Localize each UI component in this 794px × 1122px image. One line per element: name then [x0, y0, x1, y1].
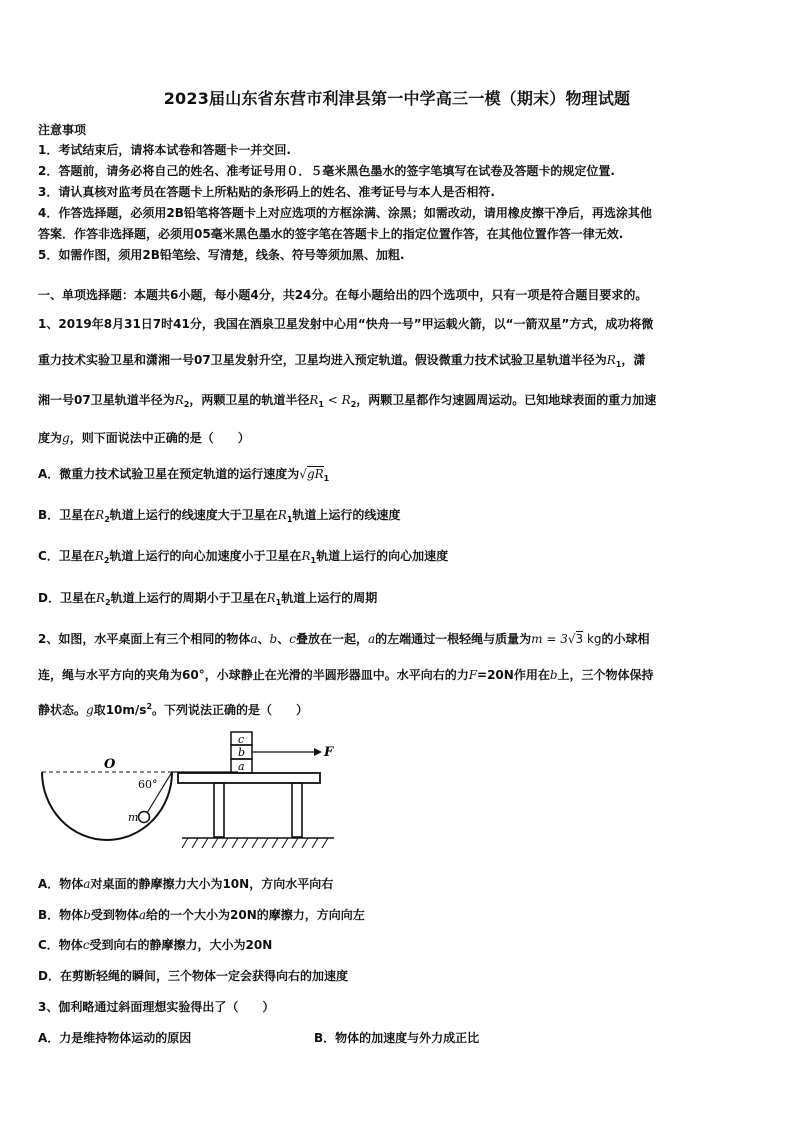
q2-stem-line-2: 连，绳与水平方向的夹角为60°，小球静止在光滑的半圆形器皿中。水平向右的力F=20N作用在b上，三个物体保持 — [38, 668, 654, 682]
q2-option-d: D．在剪断轻绳的瞬间，三个物体一定会获得向右的加速度 — [38, 969, 348, 983]
q2-option-b: B．物体b受到物体a给的一个大小为20N的摩擦力，方向向左 — [38, 908, 365, 922]
label-m: m — [128, 811, 139, 824]
q3-option-a: A．力是维持物体运动的原因 — [38, 1031, 192, 1045]
q3-option-b: B．物体的加速度与外力成正比 — [314, 1031, 480, 1045]
q1-stem-line-4: 度为g，则下面说法中正确的是（ ） — [38, 431, 250, 445]
label-f: F — [324, 745, 334, 760]
q2-figure — [38, 728, 338, 860]
q1-stem-line-3: 湘一号07卫星轨道半径为$R_2$，两颗卫星的轨道半径$R_1 < R_2$，两颗卫星都作匀速圆周运动。已知地球表面的重力加速 — [38, 393, 657, 409]
section-heading: 一、单项选择题：本题共6小题，每小题4分，共24分。在每小题给出的四个选项中，只有一项是符合题目要求的。 — [38, 288, 648, 302]
notice-heading: 注意事项 — [38, 123, 87, 137]
notice-item-5: 5．如需作图，须用2B铅笔绘、写清楚，线条、符号等须加黑、加粗. — [38, 248, 405, 262]
q1-option-a: A．微重力技术试验卫星在预定轨道的运行速度为$√gR_1$ — [38, 467, 330, 483]
q2-option-a: A．物体a对桌面的静摩擦力大小为10N，方向水平向右 — [38, 877, 334, 891]
q1-option-d: D．卫星在$R_2$轨道上运行的周期小于卫星在$R_1$轨道上运行的周期 — [38, 591, 378, 607]
q3-stem: 3、伽利略通过斜面理想实验得出了（ ） — [38, 1000, 275, 1014]
label-angle: 60° — [138, 778, 158, 791]
notice-item-1: 1．考试结束后，请将本试卷和答题卡一并交回. — [38, 143, 291, 157]
page-title: 2023届山东省东营市利津县第一中学高三一模（期末）物理试题 — [163, 89, 631, 108]
q1-stem-line-1: 1、2019年8月31日7时41分，我国在酒泉卫星发射中心用“快舟一号”甲运载火箭，以“一箭双星”方式，成功将微 — [38, 317, 654, 331]
label-b: b — [238, 746, 246, 759]
notice-item-4-cont: 答案．作答非选择题，必须用05毫米黑色墨水的签字笔在答题卡上的指定位置作答，在其他位置作答一律无效. — [38, 227, 624, 241]
q1-stem-line-2: 重力技术实验卫星和潇湘一号07卫星发射升空，卫星均进入预定轨道。假设微重力技术试验卫星轨道半径为$R_1$，潇 — [38, 353, 646, 369]
notice-item-2: 2．答题前，请务必将自己的姓名、准考证号用０．５毫米黑色墨水的签字笔填写在试卷及答题卡的规定位置. — [38, 164, 615, 178]
label-o: O — [104, 757, 116, 772]
label-a: a — [238, 760, 245, 773]
q2-stem-line-1: 2、如图，水平桌面上有三个相同的物体a、b、c叠放在一起，a的左端通过一根轻绳与质量为m = 3√3 kg的小球相 — [38, 632, 650, 646]
q1-option-c: C．卫星在$R_2$轨道上运行的向心加速度小于卫星在$R_1$轨道上运行的向心加速度 — [38, 549, 449, 565]
q1-option-b: B．卫星在$R_2$轨道上运行的线速度大于卫星在$R_1$轨道上运行的线速度 — [38, 508, 401, 524]
label-c: c — [238, 733, 245, 746]
q2-stem-line-3: 静状态。g取$10m/s^2$。下列说法正确的是（ ） — [38, 702, 309, 717]
q2-option-c: C．物体c受到向右的静摩擦力，大小为20N — [38, 938, 273, 952]
notice-item-3: 3．请认真核对监考员在答题卡上所粘贴的条形码上的姓名、准考证号与本人是否相符. — [38, 185, 495, 199]
notice-item-4: 4．作答选择题，必须用2B铅笔将答题卡上对应选项的方框涂满、涂黑；如需改动，请用橡皮擦干净后，再选涂其他 — [38, 206, 652, 220]
